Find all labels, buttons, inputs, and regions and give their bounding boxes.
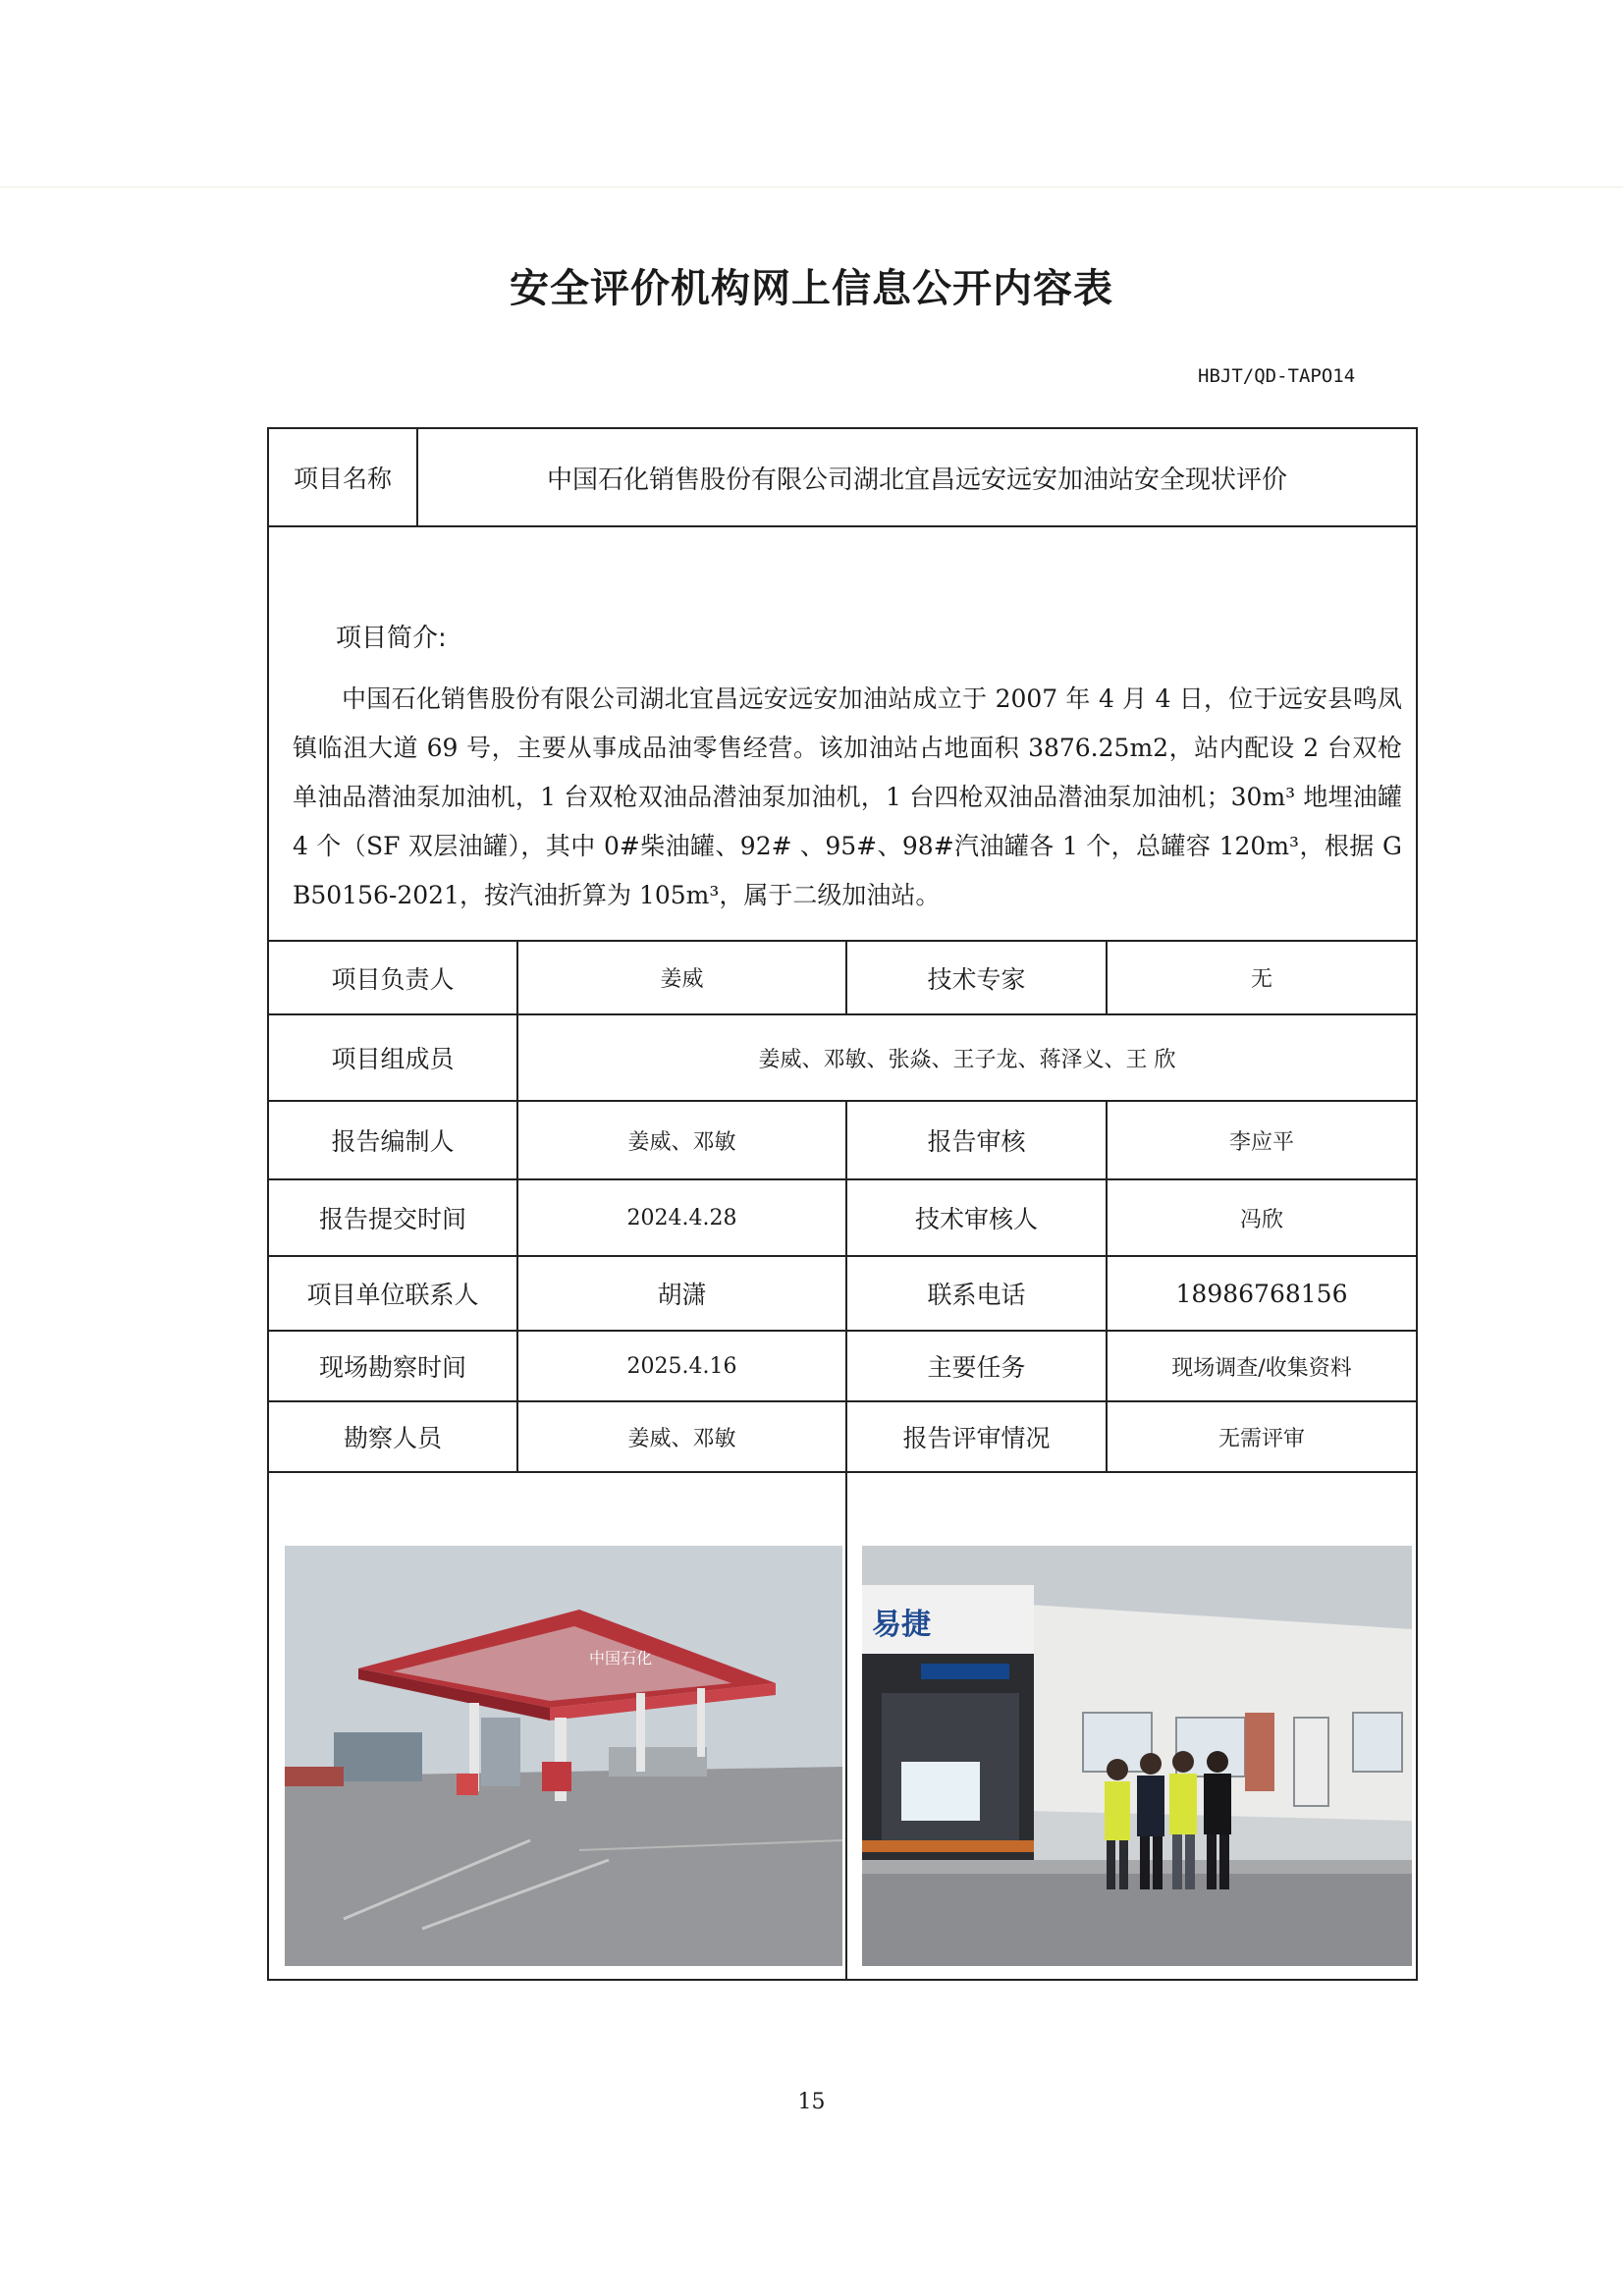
members-label: 项目组成员 <box>269 1015 518 1100</box>
row-label: 报告提交时间 <box>269 1180 518 1255</box>
gas-station-photo <box>285 1546 842 1966</box>
table-row <box>269 1332 1416 1402</box>
project-intro-label: 项目简介: <box>336 624 447 653</box>
row-value: 冯欣 <box>1239 1207 1283 1232</box>
row-label: 报告评审情况 <box>847 1402 1108 1471</box>
photo-row <box>269 1473 1416 1979</box>
table-row <box>269 1102 1416 1180</box>
row-value: 胡潇 <box>518 1257 847 1330</box>
row-value: 无需评审 <box>1217 1426 1305 1451</box>
page-number: 15 <box>797 2090 826 2114</box>
table-row <box>269 1402 1416 1473</box>
row-value: 2024.4.28 <box>518 1180 847 1255</box>
row-value: 姜威、邓敏 <box>518 1402 847 1471</box>
project-intro-text: 中国石化销售股份有限公司湖北宜昌远安远安加油站成立于 2007 年 4 月 4 日，位于远安县鸣凤镇临沮大道 69 号，主要从事成品油零售经营。该加油站占地面积 3876.25m2，站内配设 2 台双枪单油品潜油泵加油机，1 台双枪双油品潜油泵加油机，1 台四枪双油品潜油泵加油机；30m³ 地埋油罐 4 个（SF 双层油罐），其中 0#柴油罐、92# 、95#、98#汽油罐各 1 个，总罐容 120m³，根据 GB50156-2021，按汽油折算为 105m³，属于二级加油站。 <box>293 684 1402 909</box>
row-value: 现场调查/收集资料 <box>1171 1355 1352 1381</box>
project-name-row <box>269 429 1416 527</box>
row-value: 无 <box>1250 967 1272 992</box>
table-row <box>269 1257 1416 1332</box>
project-name-value: 中国石化销售股份有限公司湖北宜昌远安远安加油站安全现状评价 <box>546 465 1287 495</box>
row-label: 技术审核人 <box>847 1180 1108 1255</box>
scan-artifact-line <box>0 187 1623 188</box>
row-label: 现场勘察时间 <box>269 1332 518 1400</box>
row-label: 报告审核 <box>847 1102 1108 1178</box>
info-table <box>267 427 1418 1981</box>
table-row <box>269 1180 1416 1257</box>
members-value: 姜威、邓敏、张焱、王子龙、蒋泽义、王 欣 <box>758 1047 1176 1072</box>
project-name-label: 项目名称 <box>269 429 418 525</box>
page-title: 安全评价机构网上信息公开内容表 <box>510 266 1113 311</box>
row-label: 技术专家 <box>847 942 1108 1013</box>
canopy-sign-text: 中国石化 <box>589 1649 653 1667</box>
row-value: 姜威、邓敏 <box>518 1102 847 1178</box>
project-intro-row <box>269 527 1416 942</box>
row-label: 勘察人员 <box>269 1402 518 1471</box>
row-value: 18986768156 <box>1175 1279 1348 1308</box>
storefront-sign-text: 易捷 <box>872 1608 931 1642</box>
row-value: 李应平 <box>1228 1129 1294 1155</box>
row-value: 姜威 <box>518 942 847 1013</box>
document-code: HBJT/QD-TAPO14 <box>1198 365 1356 387</box>
row-label: 主要任务 <box>847 1332 1108 1400</box>
gas-station-illustration <box>285 1546 842 1966</box>
row-label: 报告编制人 <box>269 1102 518 1178</box>
row-value: 2025.4.16 <box>518 1332 847 1400</box>
site-team-illustration <box>862 1546 1412 1966</box>
members-row <box>269 1015 1416 1102</box>
site-team-photo <box>862 1546 1412 1966</box>
row-label: 项目负责人 <box>269 942 518 1013</box>
row-label: 联系电话 <box>847 1257 1108 1330</box>
table-row <box>269 942 1416 1015</box>
row-label: 项目单位联系人 <box>269 1257 518 1330</box>
